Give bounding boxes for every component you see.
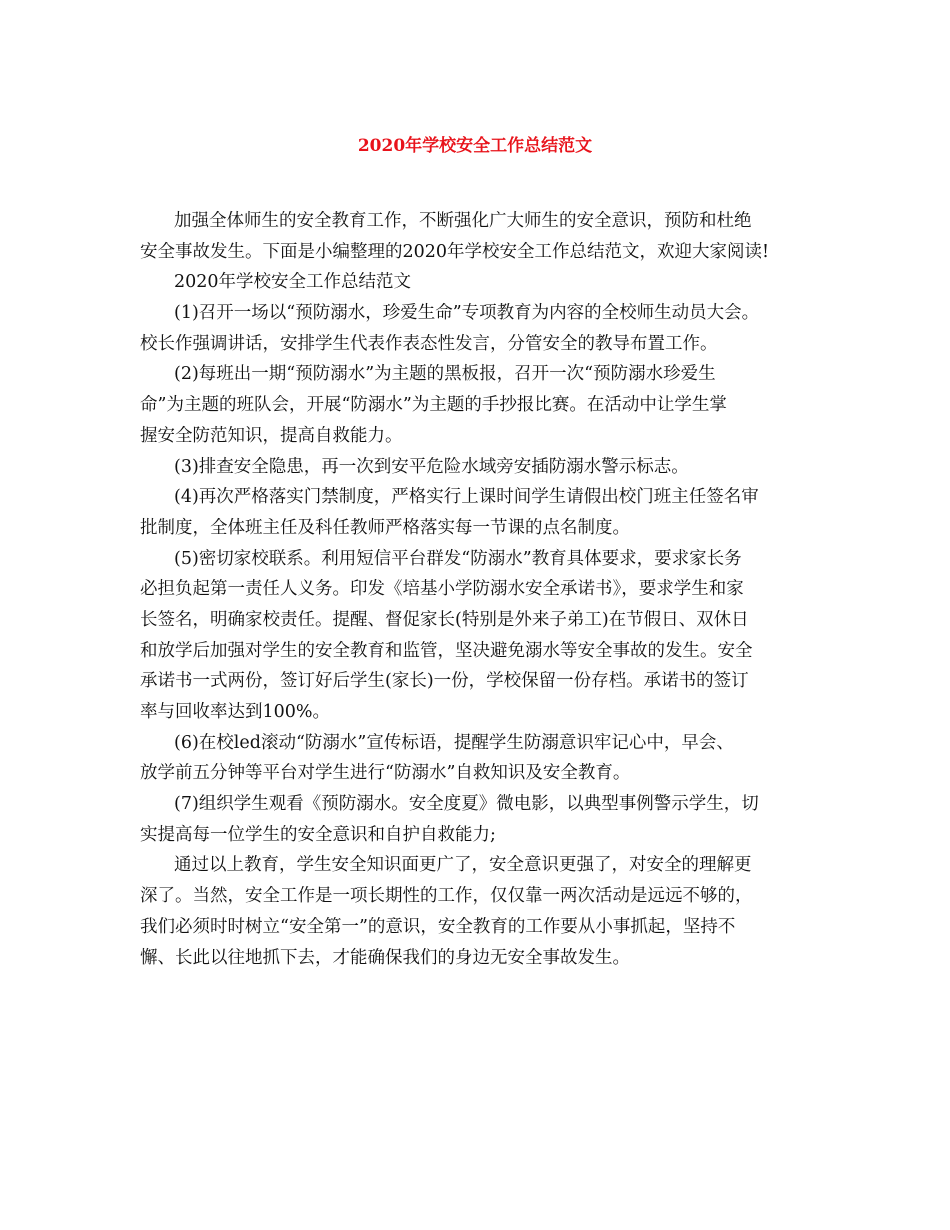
text-line: (3)排查安全隐患，再一次到安平危险水域旁安插防溺水警示标志。: [174, 456, 689, 477]
text-line: (4)再次严格落实门禁制度，严格实行上课时间学生请假出校门班主任签名审: [174, 487, 759, 508]
text-line: 通过以上教育，学生安全知识面更广了，安全意识更强了，对安全的理解更: [174, 855, 752, 876]
text-line: 我们必须时时树立“安全第一”的意识，安全教育的工作要从小事抓起，坚持不: [140, 916, 736, 937]
text-line: 必担负起第一责任人义务。印发《培基小学防溺水安全承诺书》，要求学生和家: [140, 579, 744, 600]
text-line: 放学前五分钟等平台对学生进行“防溺水”自救知识及安全教育。: [140, 763, 631, 784]
text-line: 懈、长此以往地抓下去，才能确保我们的身边无安全事故发生。: [140, 947, 630, 968]
text-line: 安全事故发生。下面是小编整理的2020年学校安全工作总结范文，欢迎大家阅读!: [140, 241, 770, 262]
text-line: 批制度，全体班主任及科任教师严格落实每一节课的点名制度。: [140, 517, 630, 538]
text-line: 2020年学校安全工作总结范文: [174, 272, 412, 293]
text-line: 命”为主题的班队会，开展“防溺水”为主题的手抄报比赛。在活动中让学生掌: [140, 395, 727, 416]
text-line: (1)召开一场以“预防溺水，珍爱生命”专项教育为内容的全校师生动员大会。: [174, 303, 760, 324]
text-line: 实提高每一位学生的安全意识和自护自救能力;: [140, 824, 496, 845]
text-line: (5)密切家校联系。利用短信平台群发“防溺水”教育具体要求，要求家长务: [174, 548, 742, 569]
text-line: 握安全防范知识，提高自救能力。: [140, 425, 403, 446]
text-line: 承诺书一式两份，签订好后学生(家长)一份，学校保留一份存档。承诺书的签订: [140, 671, 749, 692]
text-line: (6)在校led滚动“防溺水”宣传标语，提醒学生防溺意识牢记心中，早会、: [174, 732, 734, 753]
text-line: (7)组织学生观看《预防溺水。安全度夏》微电影，以典型事例警示学生，切: [174, 794, 759, 815]
document-title: 2020年学校安全工作总结范文: [357, 136, 593, 156]
text-line: 校长作强调讲话，安排学生代表作表态性发言，分管安全的教导布置工作。: [140, 333, 718, 354]
text-line: 加强全体师生的安全教育工作，不断强化广大师生的安全意识，预防和杜绝: [174, 211, 752, 231]
text-line: 率与回收率达到100%。: [140, 702, 331, 722]
text-line: 和放学后加强对学生的安全教育和监管，坚决避免溺水等安全事故的发生。安全: [140, 640, 753, 661]
text-line: 长签名，明确家校责任。提醒、督促家长(特别是外来子弟工)在节假日、双休日: [140, 609, 749, 630]
text-line: 深了。当然，安全工作是一项长期性的工作，仅仅靠一两次活动是远远不够的，: [140, 886, 753, 907]
text-line: (2)每班出一期“预防溺水”为主题的黑板报，召开一次“预防溺水珍爱生: [174, 364, 716, 385]
document-body: [140, 206, 816, 973]
